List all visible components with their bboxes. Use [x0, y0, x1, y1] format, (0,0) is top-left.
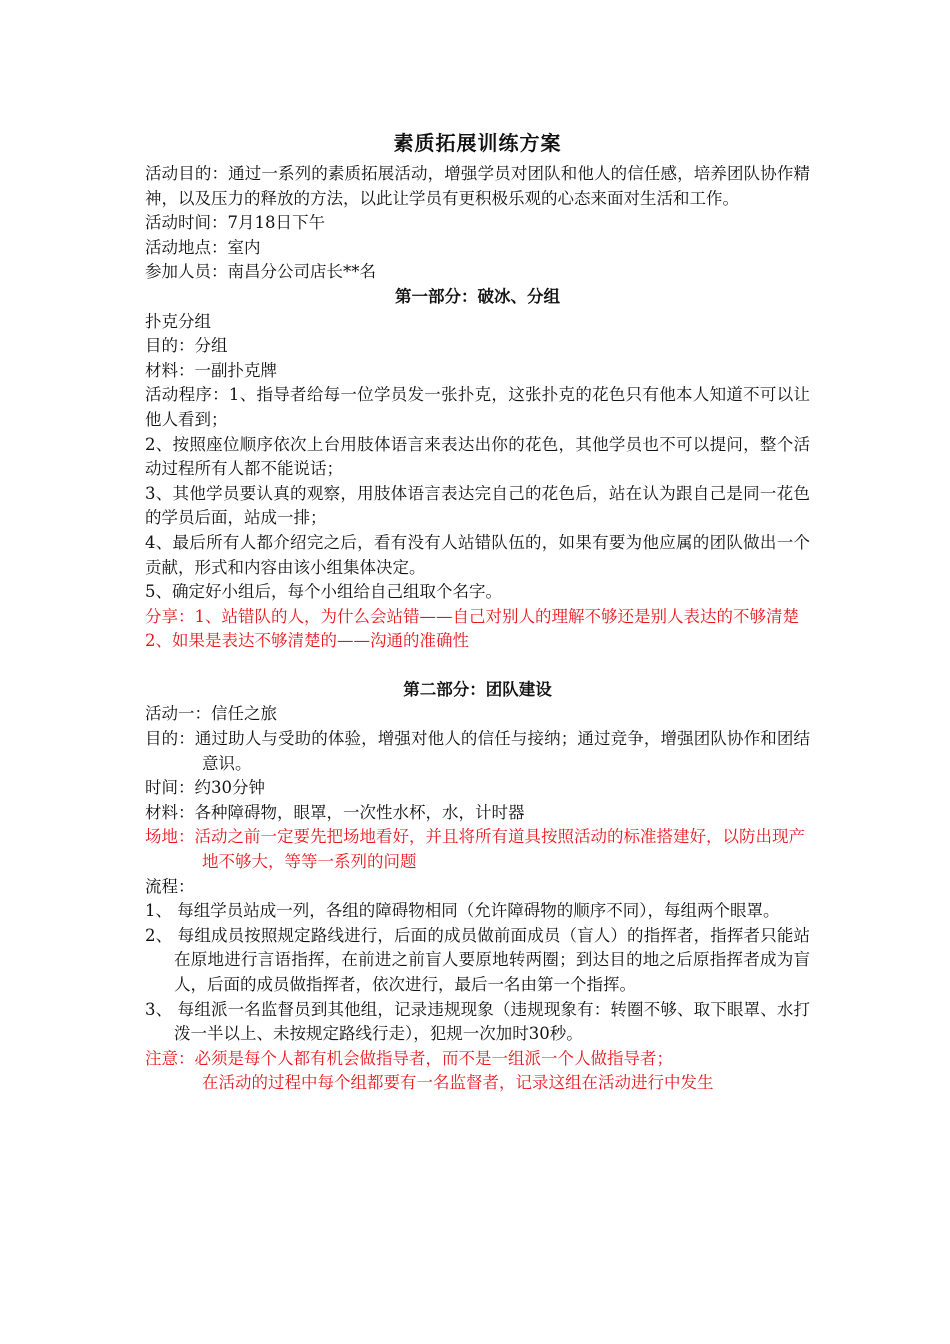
part2-flow-step: 1、 每组学员站成一列，各组的障碍物相同（允许障碍物的顺序不同），每组两个眼罩。	[145, 901, 780, 921]
part1-share: 2、如果是表达不够清楚的——沟通的准确性	[145, 631, 469, 651]
part1-step: 3、其他学员要认真的观察，用肢体语言表达完自己的花色后，站在认为跟自己是同一花色的学员后面，站成一排；	[145, 483, 810, 528]
intro-place: 活动地点：室内	[145, 237, 261, 257]
part2-note: 在活动的过程中每个组都要有一名监督者，记录这组在活动进行中发生	[202, 1073, 714, 1093]
part2-goal: 目的：通过助人与受助的体验，增强对他人的信任与接纳；通过竞争，增强团队协作和团结意识。	[145, 729, 810, 773]
part2-flow-step: 2、 每组成员按照规定路线进行，后面的成员做前面成员（盲人）的指挥者，指挥者只能站在原地进行言语指挥，在前进之前盲人要原地转两圈；到达目的地之后原指挥者成为盲人，后面的成员做指挥者，依次进行，最后一名由第一个指挥。	[145, 925, 810, 994]
intro-time: 活动时间：7月18日下午	[145, 213, 325, 233]
part1-step: 2、按照座位顺序依次上台用肢体语言来表达出你的花色，其他学员也不可以提问，整个活动过程所有人都不能说话；	[145, 434, 810, 479]
part1-heading: 第一部分：破冰、分组	[395, 286, 560, 306]
part2-flow-step: 3、 每组派一名监督员到其他组，记录违规现象（违规现象有：转圈不够、取下眼罩、水打泼一半以上、未按规定路线行走），犯规一次加时30秒。	[145, 999, 810, 1044]
part1-step: 4、最后所有人都介绍完之后，看有没有人站错队伍的，如果有要为他应属的团队做出一个贡献，形式和内容由该小组集体决定。	[145, 532, 810, 577]
part1-material: 材料：一副扑克牌	[145, 360, 277, 380]
part2-note: 注意：必须是每个人都有机会做指导者，而不是一组派一个人做指导者；	[145, 1048, 673, 1068]
part1-step: 5、确定好小组后，每个小组给自己组取个名字。	[145, 582, 502, 602]
part2-flow-label: 流程：	[145, 876, 195, 896]
part1-step: 活动程序：1、指导者给每一位学员发一张扑克，这张扑克的花色只有他本人知道不可以让他人看到；	[145, 385, 810, 429]
part2-heading: 第二部分：团队建设	[403, 679, 552, 699]
part1-activity: 扑克分组	[145, 311, 211, 331]
part2-material: 材料：各种障碍物，眼罩，一次性水杯，水，计时器	[145, 802, 525, 822]
page-title: 素质拓展训练方案	[393, 131, 562, 155]
section-gap	[145, 654, 810, 678]
part2-venue: 场地：活动之前一定要先把场地看好，并且将所有道具按照活动的标准搭建好，以防出现产地不够大，等等一系列的问题	[145, 827, 805, 872]
intro-purpose: 活动目的：通过一系列的素质拓展活动，增强学员对团队和他人的信任感，培养团队协作精神，以及压力的释放的方法，以此让学员有更积极乐观的心态来面对生活和工作。	[145, 164, 810, 208]
part2-activity: 活动一：信任之旅	[145, 704, 277, 724]
part1-goal: 目的：分组	[145, 336, 228, 356]
part2-time: 时间：约30分钟	[145, 778, 265, 798]
intro-participants: 参加人员：南昌分公司店长**名	[145, 262, 376, 282]
document-body	[145, 128, 810, 1096]
part1-share: 分享：1、站错队的人，为什么会站错——自己对别人的理解不够还是别人表达的不够清楚	[145, 606, 799, 626]
